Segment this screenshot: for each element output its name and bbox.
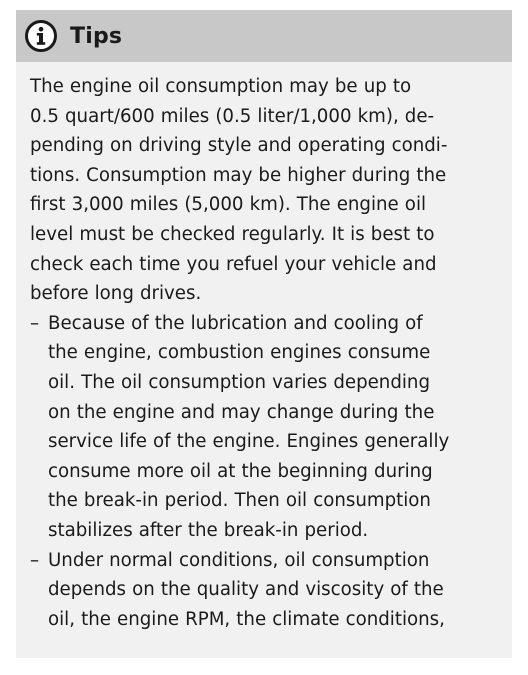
- text-line: Because of the lubrication and cooling of: [48, 312, 423, 334]
- bullet-item-lubrication: [30, 309, 498, 546]
- text-line: level must be checked regularly. It is best to: [30, 223, 435, 245]
- text-line: tions. Consumption may be higher during the: [30, 164, 447, 186]
- text-line: check each time you refuel your vehicle and: [30, 253, 437, 275]
- text-line: consume more oil at the beginning during: [48, 460, 433, 482]
- text-line: depends on the quality and viscosity of the: [48, 579, 444, 601]
- text-line: Under normal conditions, oil consumption: [48, 549, 430, 571]
- text-line: the break-in period. Then oil consumption: [48, 490, 431, 512]
- info-icon: [24, 19, 58, 53]
- text-line: on the engine and may change during the: [48, 401, 435, 423]
- text-line: The engine oil consumption may be up to: [30, 76, 412, 97]
- text-line: oil. The oil consumption varies depending: [48, 371, 431, 393]
- tips-header: [16, 10, 512, 62]
- text-line: before long drives.: [30, 283, 202, 305]
- tips-box: [16, 10, 512, 658]
- text-line: pending on driving style and operating condi-: [30, 135, 448, 157]
- intro-paragraph: [30, 72, 498, 309]
- tips-body: [16, 62, 512, 634]
- text-line: first 3,000 miles (5,000 km). The engine oil: [30, 194, 427, 216]
- bullet-dash: –: [30, 549, 40, 571]
- text-line: stabilizes after the break-in period.: [48, 519, 369, 541]
- text-line: 0.5 quart/600 miles (0.5 liter/1,000 km), de-: [30, 105, 435, 127]
- text-line: the engine, combustion engines consume: [48, 342, 431, 364]
- text-line: oil, the engine RPM, the climate conditions,: [48, 608, 445, 630]
- bullet-dash: –: [30, 312, 40, 334]
- text-line: service life of the engine. Engines generally: [48, 431, 450, 453]
- tips-title: Tips: [70, 23, 123, 49]
- bullet-item-normal-conditions: [30, 546, 498, 635]
